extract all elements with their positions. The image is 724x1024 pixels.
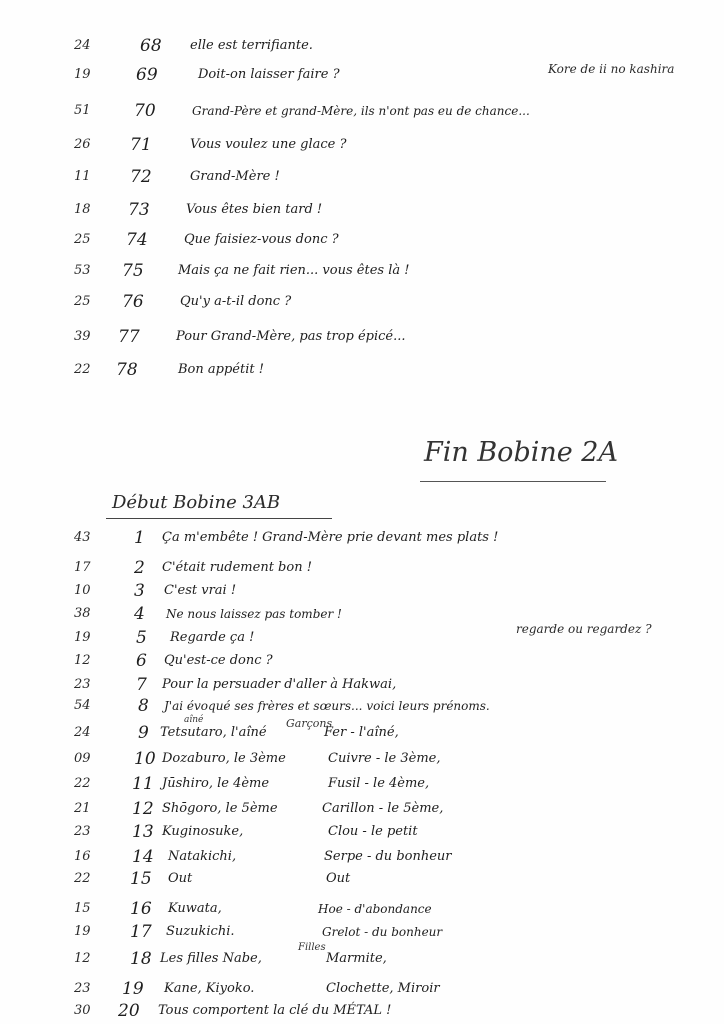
translation-cell: Carillon - le 5ème, bbox=[322, 801, 444, 816]
name-cell: Out bbox=[168, 871, 193, 886]
line-text: Bon appétit ! bbox=[178, 362, 264, 377]
end-heading-underline bbox=[420, 481, 606, 482]
name-cell: Dozaburo, le 3ème bbox=[162, 751, 286, 766]
line-text: J'ai évoqué ses frères et sœurs... voici leurs prénoms. bbox=[164, 699, 490, 713]
line-count: 15 bbox=[74, 901, 91, 916]
line-text: Grand-Mère ! bbox=[190, 169, 280, 184]
line-number: 78 bbox=[116, 360, 138, 380]
line-text: Pour Grand-Mère, pas trop épicé... bbox=[176, 329, 406, 344]
label-filles: Filles bbox=[298, 942, 326, 953]
line-number: 77 bbox=[118, 327, 140, 347]
line-row bbox=[0, 603, 724, 625]
line-number: 15 bbox=[130, 869, 152, 889]
line-count: 09 bbox=[74, 751, 91, 766]
line-count: 38 bbox=[74, 606, 91, 621]
translation-cell: Clou - le petit bbox=[328, 824, 418, 839]
line-row bbox=[0, 722, 724, 744]
line-text: Vous voulez une glace ? bbox=[190, 137, 347, 152]
line-number: 68 bbox=[140, 36, 162, 56]
line-count: 23 bbox=[74, 981, 91, 996]
line-text: Qu'y a-t-il donc ? bbox=[180, 294, 292, 309]
line-count: 24 bbox=[74, 38, 91, 53]
line-count: 23 bbox=[74, 824, 91, 839]
start-heading-underline bbox=[106, 518, 332, 519]
line-count: 17 bbox=[74, 560, 91, 575]
label-garcons: Garçons bbox=[286, 717, 333, 730]
line-text: Qu'est-ce donc ? bbox=[164, 653, 273, 668]
line-row bbox=[0, 260, 724, 282]
line-row bbox=[0, 627, 724, 649]
line-text: Vous êtes bien tard ! bbox=[186, 202, 323, 217]
name-cell: Kuginosuke, bbox=[162, 824, 244, 839]
line-row bbox=[0, 674, 724, 696]
line-count: 53 bbox=[74, 263, 91, 278]
line-count: 25 bbox=[74, 232, 91, 247]
line-row bbox=[0, 1000, 724, 1022]
line-number: 18 bbox=[130, 949, 152, 969]
translation-cell: Marmite, bbox=[326, 951, 387, 966]
line-row bbox=[0, 326, 724, 348]
line-number: 20 bbox=[118, 1001, 140, 1021]
line-number: 75 bbox=[122, 261, 144, 281]
line-count: 54 bbox=[74, 698, 91, 713]
side-note-top-right: Kore de ii no kashira bbox=[548, 62, 675, 76]
line-row bbox=[0, 898, 724, 920]
translation-cell: Grelot - du bonheur bbox=[322, 925, 443, 939]
line-row bbox=[0, 527, 724, 549]
line-number: 72 bbox=[130, 167, 152, 187]
line-row bbox=[0, 64, 724, 86]
name-cell: Kane, Kiyoko. bbox=[164, 981, 255, 996]
translation-cell: Serpe - du bonheur bbox=[324, 849, 452, 864]
line-count: 12 bbox=[74, 951, 91, 966]
line-count: 12 bbox=[74, 653, 91, 668]
line-text: Mais ça ne fait rien... vous êtes là ! bbox=[178, 263, 410, 278]
line-row bbox=[0, 199, 724, 221]
line-count: 19 bbox=[74, 630, 91, 645]
line-count: 11 bbox=[74, 169, 91, 184]
line-text: C'était rudement bon ! bbox=[162, 560, 312, 575]
line-text: Que faisiez-vous donc ? bbox=[184, 232, 339, 247]
line-number: 1 bbox=[134, 528, 145, 548]
line-count: 18 bbox=[74, 202, 91, 217]
translation-cell: Clochette, Miroir bbox=[326, 981, 440, 996]
line-text: Grand-Père et grand-Mère, ils n'ont pas eu de chance... bbox=[192, 104, 530, 118]
line-number: 9 bbox=[138, 723, 149, 743]
line-number: 71 bbox=[130, 135, 152, 155]
line-number: 74 bbox=[126, 230, 148, 250]
line-row bbox=[0, 291, 724, 313]
line-row bbox=[0, 35, 724, 57]
end-heading: Fin Bobine 2A bbox=[424, 437, 618, 468]
line-number: 4 bbox=[134, 604, 145, 624]
name-cell: Natakichi, bbox=[168, 849, 237, 864]
side-note-right: regarde ou regardez ? bbox=[516, 622, 652, 636]
line-number: 73 bbox=[128, 200, 150, 220]
line-row bbox=[0, 100, 724, 122]
line-number: 7 bbox=[136, 675, 147, 695]
line-number: 10 bbox=[134, 749, 156, 769]
line-count: 21 bbox=[74, 801, 91, 816]
name-cell: Kuwata, bbox=[168, 901, 222, 916]
line-text: elle est terrifiante. bbox=[190, 38, 313, 53]
line-count: 19 bbox=[74, 67, 91, 82]
line-number: 16 bbox=[130, 899, 152, 919]
line-number: 76 bbox=[122, 292, 144, 312]
line-text: C'est vrai ! bbox=[164, 583, 237, 598]
line-text: Pour la persuader d'aller à Hakwai, bbox=[162, 677, 397, 692]
line-number: 6 bbox=[136, 651, 147, 671]
line-number: 8 bbox=[138, 696, 149, 716]
line-text: Regarde ça ! bbox=[170, 630, 255, 645]
line-row bbox=[0, 798, 724, 820]
name-cell: Tetsutaro, l'aîné bbox=[160, 725, 267, 740]
line-count: 22 bbox=[74, 871, 91, 886]
line-row bbox=[0, 695, 724, 717]
line-row bbox=[0, 846, 724, 868]
line-count: 30 bbox=[74, 1003, 91, 1018]
line-number: 11 bbox=[132, 774, 154, 794]
line-text: Ça m'embête ! Grand-Mère prie devant mes plats ! bbox=[162, 530, 499, 545]
line-count: 26 bbox=[74, 137, 91, 152]
line-row bbox=[0, 166, 724, 188]
line-count: 16 bbox=[74, 849, 91, 864]
line-count: 25 bbox=[74, 294, 91, 309]
line-text: Doit-on laisser faire ? bbox=[198, 67, 340, 82]
line-count: 23 bbox=[74, 677, 91, 692]
line-count: 39 bbox=[74, 329, 91, 344]
line-row bbox=[0, 921, 724, 943]
line-row bbox=[0, 773, 724, 795]
line-number: 13 bbox=[132, 822, 154, 842]
translation-cell: Cuivre - le 3ème, bbox=[328, 751, 441, 766]
line-number: 19 bbox=[122, 979, 144, 999]
line-number: 70 bbox=[134, 101, 156, 121]
line-count: 24 bbox=[74, 725, 91, 740]
line-number: 69 bbox=[136, 65, 158, 85]
line-row bbox=[0, 359, 724, 381]
start-heading: Début Bobine 3AB bbox=[112, 492, 281, 513]
name-cell: Shōgoro, le 5ème bbox=[162, 801, 278, 816]
line-count: 22 bbox=[74, 362, 91, 377]
line-number: 17 bbox=[130, 922, 152, 942]
line-count: 10 bbox=[74, 583, 91, 598]
line-number: 3 bbox=[134, 581, 145, 601]
line-row bbox=[0, 557, 724, 579]
line-number: 5 bbox=[136, 628, 147, 648]
line-row bbox=[0, 821, 724, 843]
name-cell: Les filles Nabe, bbox=[160, 951, 262, 966]
name-cell: Jūshiro, le 4ème bbox=[162, 776, 270, 791]
label-aine: aîné bbox=[184, 715, 204, 725]
line-row bbox=[0, 948, 724, 970]
line-count: 43 bbox=[74, 530, 91, 545]
line-row bbox=[0, 580, 724, 602]
line-count: 22 bbox=[74, 776, 91, 791]
line-row bbox=[0, 748, 724, 770]
translation-cell: Hoe - d'abondance bbox=[318, 902, 432, 916]
line-number: 2 bbox=[134, 558, 145, 578]
name-cell: Suzukichi. bbox=[166, 924, 235, 939]
translation-cell: Fusil - le 4ème, bbox=[328, 776, 430, 791]
translation-cell: Out bbox=[326, 871, 351, 886]
translation-cell: Fer - l'aîné, bbox=[324, 725, 399, 740]
line-count: 19 bbox=[74, 924, 91, 939]
line-row bbox=[0, 650, 724, 672]
line-row bbox=[0, 134, 724, 156]
line-text: Tous comportent la clé du MÉTAL ! bbox=[158, 1003, 392, 1018]
line-count: 51 bbox=[74, 103, 91, 118]
line-row bbox=[0, 978, 724, 1000]
line-text: Ne nous laissez pas tomber ! bbox=[166, 607, 342, 621]
line-row bbox=[0, 868, 724, 890]
line-number: 12 bbox=[132, 799, 154, 819]
line-row bbox=[0, 229, 724, 251]
line-number: 14 bbox=[132, 847, 154, 867]
